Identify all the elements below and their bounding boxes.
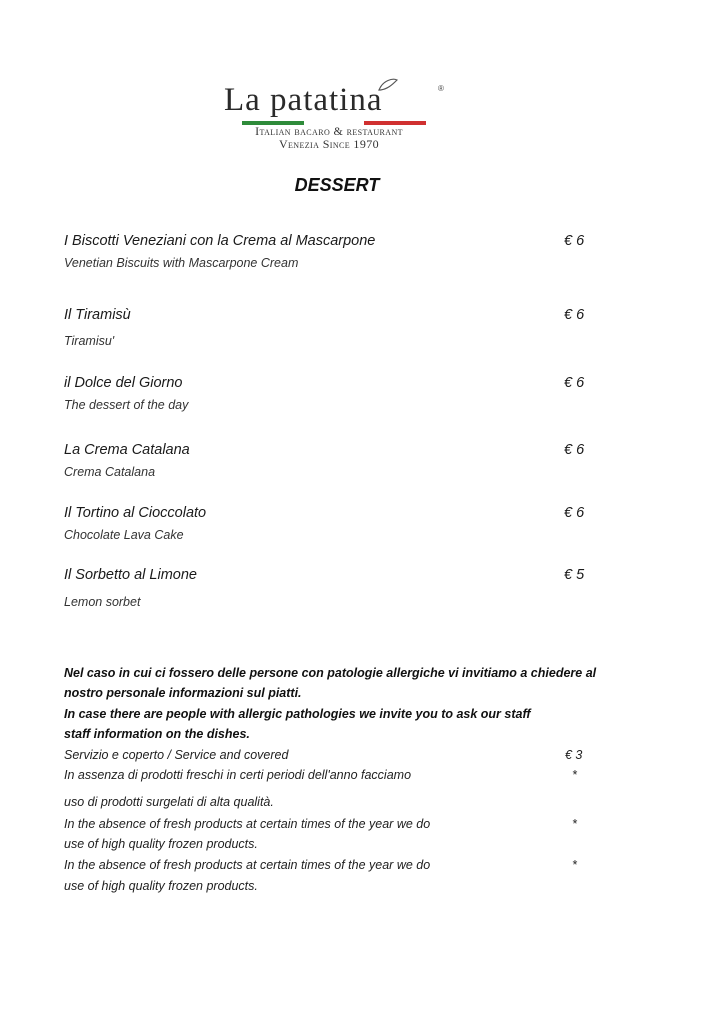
allergy-notice-it-cont: nostro personale informazioni sul piatti. [64,686,302,700]
item-name: La Crema Catalana [64,442,190,458]
item-price: € 6 [564,307,585,323]
asterisk-mark: * [572,858,577,872]
item-price: € 6 [564,442,585,458]
allergy-notice-en-cont: staff information on the dishes. [64,727,250,741]
frozen-notice-it-cont: uso di prodotti surgelati di alta qualità. [64,795,274,809]
frozen-notice-en: In the absence of fresh products at certain times of the year we do [64,817,431,831]
item-description: Lemon sorbet [64,595,141,609]
item-price: € 5 [564,567,585,583]
frozen-notice-en-repeat-cont: use of high quality frozen products. [64,879,258,893]
item-name: Il Tortino al Cioccolato [64,505,207,521]
frozen-notice-it: In assenza di prodotti freschi in certi periodi dell'anno facciamo [64,768,412,782]
item-description: Tiramisu' [64,334,115,348]
item-name: Il Tiramisù [64,307,131,323]
service-charge-label: Servizio e coperto / Service and covered [64,748,289,762]
restaurant-logo [224,80,448,152]
item-description: Chocolate Lava Cake [64,528,184,542]
logo-name: La patatina [224,82,383,118]
item-name: Il Sorbetto al Limone [64,567,197,583]
item-price: € 6 [564,505,585,521]
service-charge-price: € 3 [565,748,583,762]
item-description: Crema Catalana [64,465,156,479]
item-price: € 6 [564,375,585,391]
item-description: The dessert of the day [64,398,189,412]
item-name: I Biscotti Veneziani con la Crema al Mascarpone [64,233,376,249]
item-description: Venetian Biscuits with Mascarpone Cream [64,256,299,270]
frozen-notice-en-cont: use of high quality frozen products. [64,837,258,851]
asterisk-mark: * [572,817,577,831]
frozen-notice-en-repeat: In the absence of fresh products at certain times of the year we do [64,858,431,872]
allergy-notice-it: Nel caso in cui ci fossero delle persone con patologie allergiche vi invitiamo a chiedere al [64,666,597,680]
item-name: il Dolce del Giorno [64,375,183,391]
asterisk-mark: * [572,768,577,782]
item-price: € 6 [564,233,585,249]
menu-title: DESSERT [294,175,380,195]
logo-tagline: Italian bacaro & restaurant [255,124,403,138]
allergy-notice-en: In case there are people with allergic pathologies we invite you to ask our staff [64,707,531,721]
logo-since: Venezia Since 1970 [278,137,380,151]
registered-mark: ® [438,84,444,93]
